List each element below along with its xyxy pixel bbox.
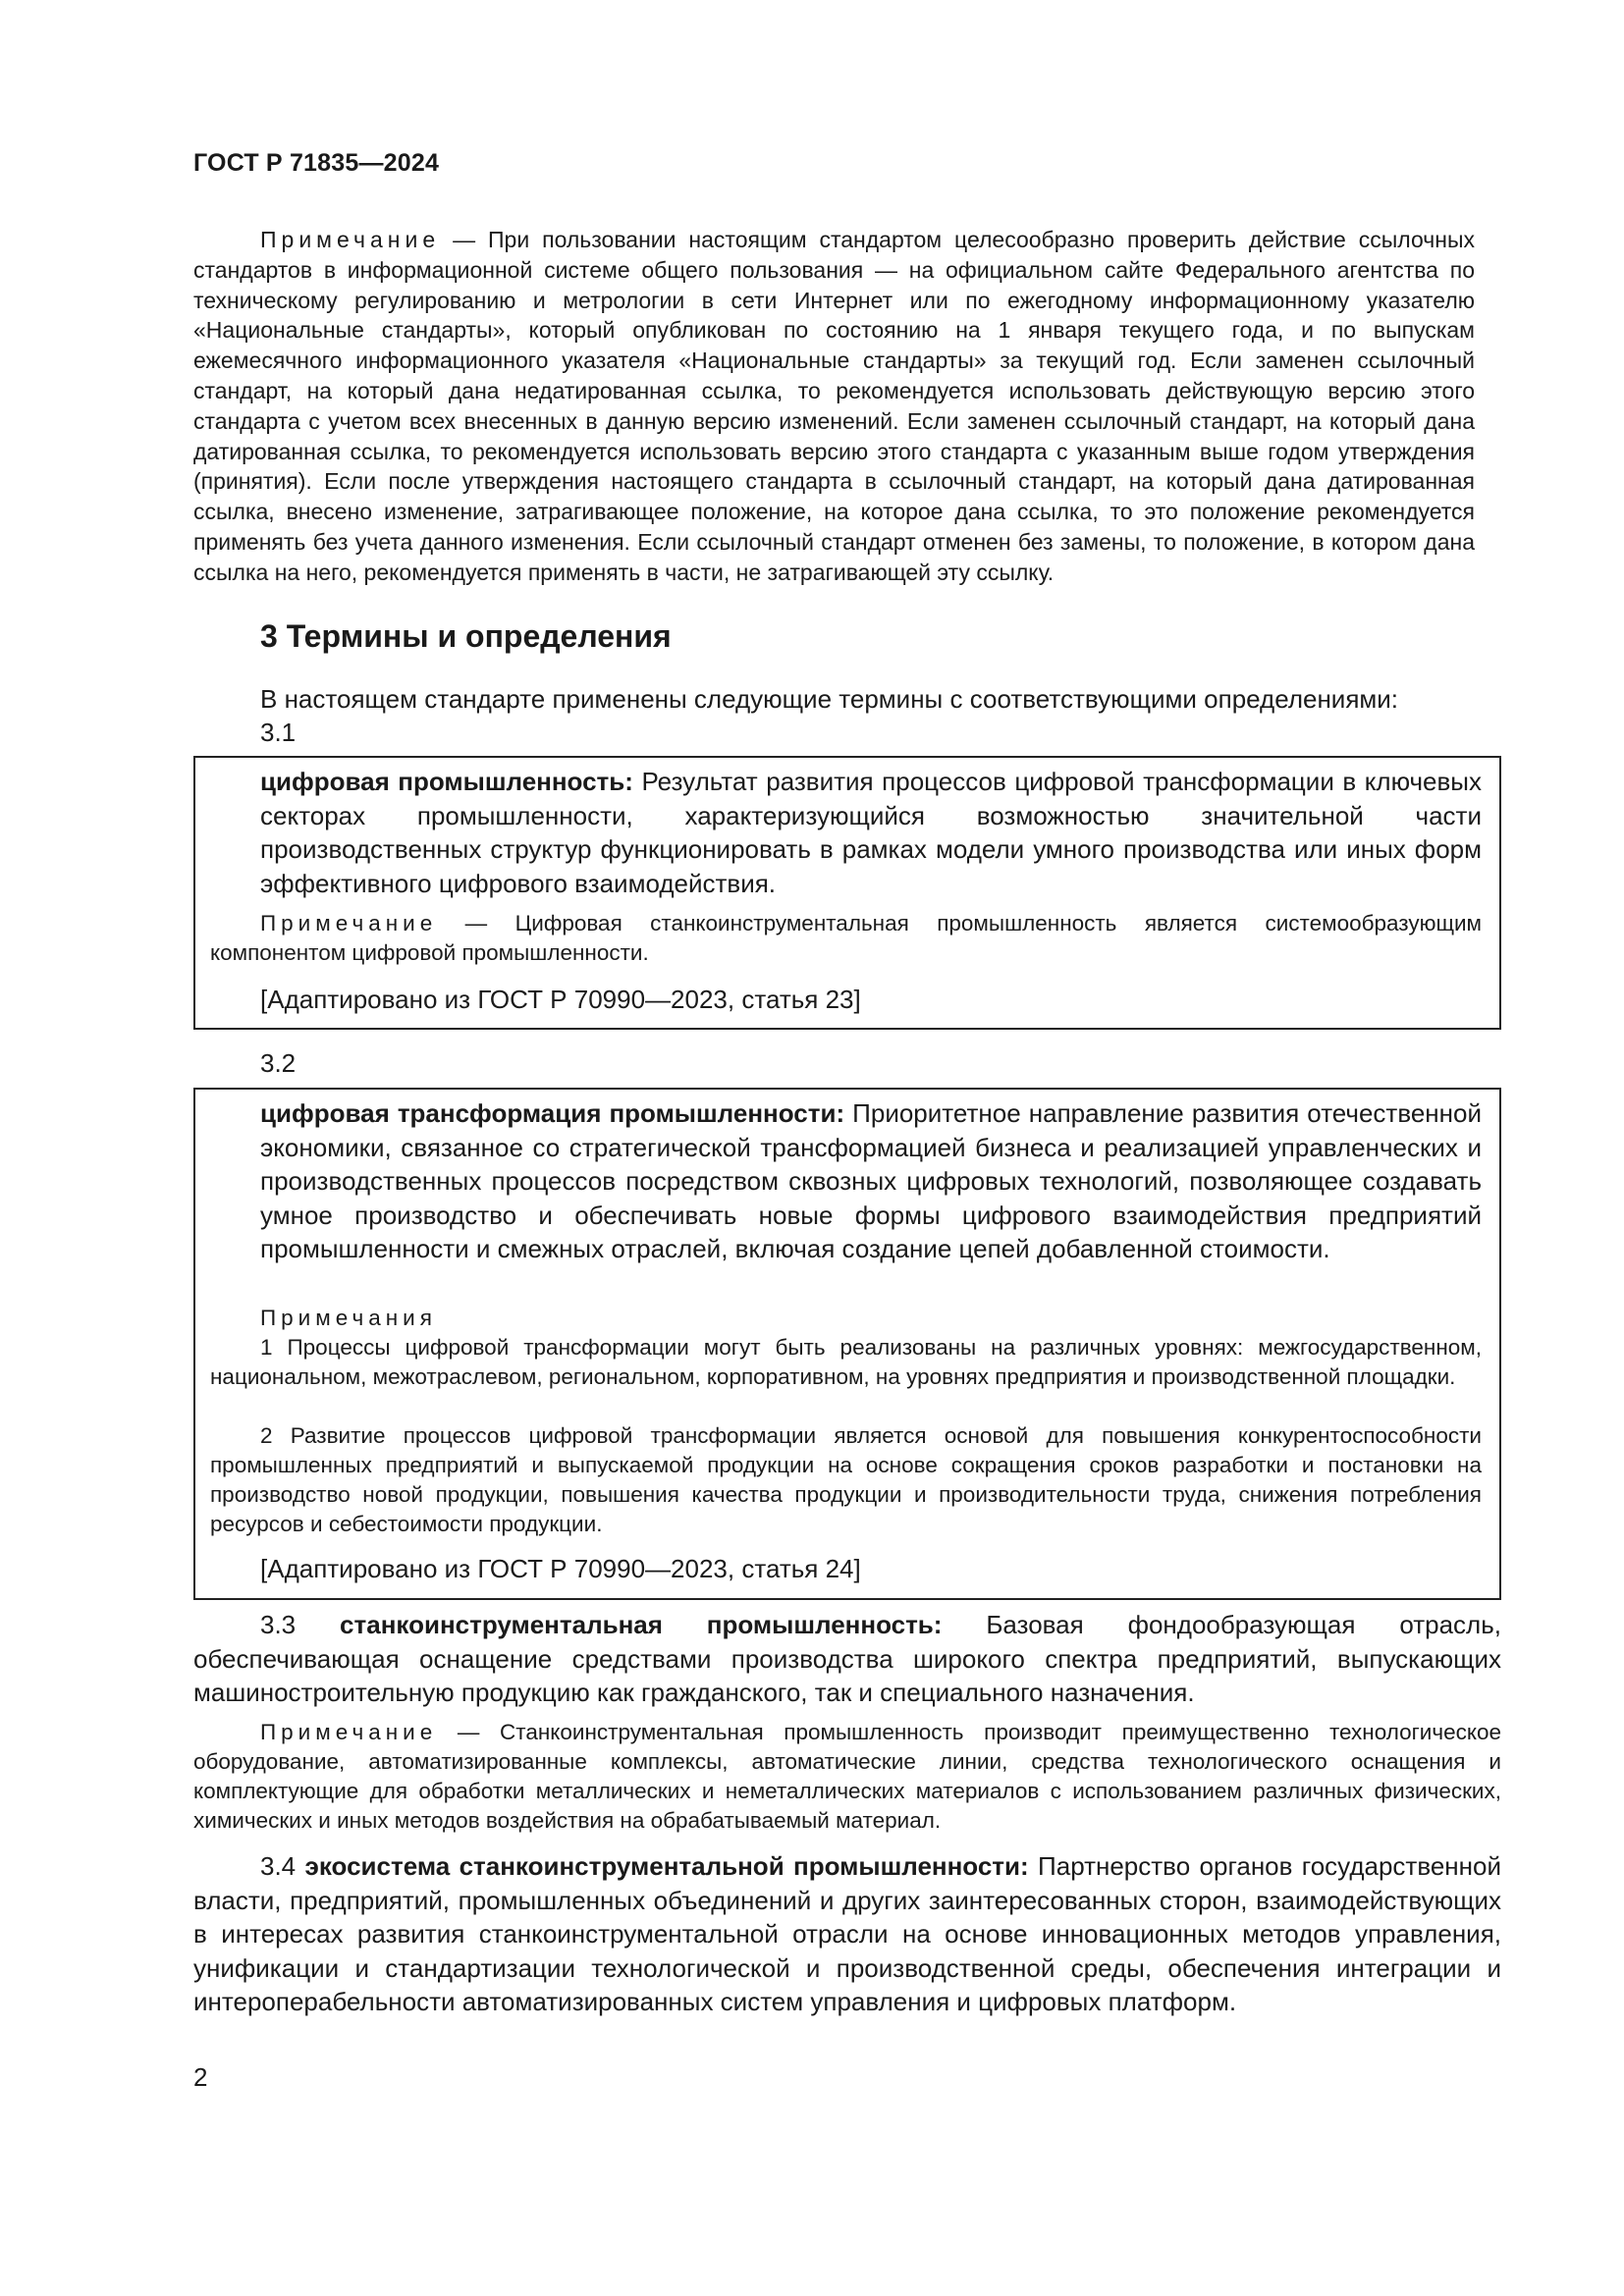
term-note-1-3-2 <box>210 1333 1482 1392</box>
reference-note <box>193 225 1475 588</box>
term-text: Партнерство органов государственной власти, предприятий, промышленных объединений и других заинтересованных сторон, взаимодействующих в интересах развития станкоинструментальной отрасли на основе инновационных методов управления, унификации и стандартизации технологической и производственной среды, обеспечения интеграции и интероперабельности автоматизированных систем управления и цифровых платформ. <box>193 1851 1501 2016</box>
notes-label-3-2: Примечания <box>260 1306 437 1330</box>
term-note-3-3 <box>193 1718 1501 1836</box>
term-number-3-1: 3.1 <box>260 718 297 747</box>
page-number: 2 <box>193 2062 208 2092</box>
note-text: 2 Развитие процессов цифровой трансформации является основой для повышения конкурентоспособности промышленных предприятий и выпускаемой продукции на основе сокращения сроков разработки и постановки на производство новой продукции, повышения качества продукции и производительности труда, снижения потребления ресурсов и себестоимости продукции. <box>210 1423 1482 1536</box>
term-text: Приоритетное направление развития отечественной экономики, связанное со стратегической трансформацией бизнеса и реализацией управленческих и производственных процессов посредством сквозных цифровых технологий, позволяющее создавать умное производство и обеспечивать новые формы цифрового взаимодействия предприятий промышленности и смежных отраслей, включая создание цепей добавленной стоимости. <box>260 1098 1483 1263</box>
term-text: Результат развития процессов цифровой трансформации в ключевых секторах промышленности, характеризующийся возможностью значительной части производственных структур функционировать в рамках модели умного производства или иных форм эффективного цифрового взаимодействия. <box>260 767 1482 898</box>
term-number: 3.3 <box>260 1610 297 1639</box>
term-number-3-2: 3.2 <box>260 1048 297 1078</box>
term-source-3-2: [Адаптировано из ГОСТ Р 70990—2023, статья 24] <box>260 1554 861 1583</box>
term-definition-3-2 <box>260 1096 1482 1266</box>
term-number: 3.4 <box>260 1851 297 1881</box>
term-text: Базовая фондообразующая отрасль, обеспечивающая оснащение средствами производства широкого спектра предприятий, выпускающих машиностроительную продукцию как гражданского, так и специального назначения. <box>193 1610 1501 1707</box>
term-name: цифровая трансформация промышленности: <box>260 1098 845 1128</box>
term-name: цифровая промышленность: <box>260 767 633 796</box>
term-definition-3-1 <box>260 765 1482 900</box>
note-text: — Станкоинструментальная промышленность производит преимущественно технологическое оборудование, автоматизированные комплексы, автоматические линии, средства технологического оснащения и комплектующие для обработки металлических и неметаллических материалов с использованием различных физических, химических и иных методов воздействия на обрабатываемый материал. <box>193 1720 1501 1833</box>
note-text: — При пользовании настоящим стандартом целесообразно проверить действие ссылочных стандартов в информационной системе общего пользования — на официальном сайте Федерального агентства по техническому регулированию и метрологии в сети Интернет или по ежегодному информационному указателю «Национальные стандарты», который опубликован по состоянию на 1 января текущего года, и по выпускам ежемесячного информационного указателя «Национальные стандарты» за текущий год. Если заменен ссылочный стандарт, на который дана недатированная ссылка, то рекомендуется использовать действующую версию этого стандарта с учетом всех внесенных в данную версию изменений. Если заменен ссылочный стандарт, на который дана датированная ссылка, то рекомендуется использовать версию этого стандарта с указанным выше годом утверждения (принятия). Если после утверждения настоящего стандарта в ссылочный стандарт, на который дана датированная ссылка, внесено изменение, затрагивающее положение, на которое дана ссылка, то это положение рекомендуется применять без учета данного изменения. Если ссылочный стандарт отменен без замены, то положение, в котором дана ссылка на него, рекомендуется применять в части, не затрагивающей эту ссылку. <box>193 227 1475 585</box>
term-definition-3-4 <box>193 1849 1501 2019</box>
note-label: Примечание <box>260 1720 438 1744</box>
note-label: Примечание <box>260 227 441 252</box>
note-text: — Цифровая станкоинструментальная промышленность является системообразующим компонентом цифровой промышленности. <box>210 911 1482 965</box>
term-note-3-1 <box>210 909 1482 968</box>
note-label: Примечание <box>260 911 438 935</box>
term-name: станкоинструментальная промышленность: <box>340 1610 943 1639</box>
term-name: экосистема станкоинструментальной промышленности: <box>304 1851 1029 1881</box>
term-definition-3-3 <box>193 1608 1501 1710</box>
section-title: 3 Термины и определения <box>260 618 672 654</box>
section-intro: В настоящем стандарте применены следующие термины с соответствующими определениями: <box>260 684 1399 714</box>
note-text: 1 Процессы цифровой трансформации могут быть реализованы на различных уровнях: межгосударственном, национальном, межотраслевом, региональном, корпоративном, на уровнях предприятия и производственной площадки. <box>210 1335 1482 1389</box>
document-header: ГОСТ Р 71835—2024 <box>193 149 440 177</box>
term-source-3-1: [Адаптировано из ГОСТ Р 70990—2023, статья 23] <box>260 985 861 1014</box>
term-note-2-3-2 <box>210 1421 1482 1539</box>
